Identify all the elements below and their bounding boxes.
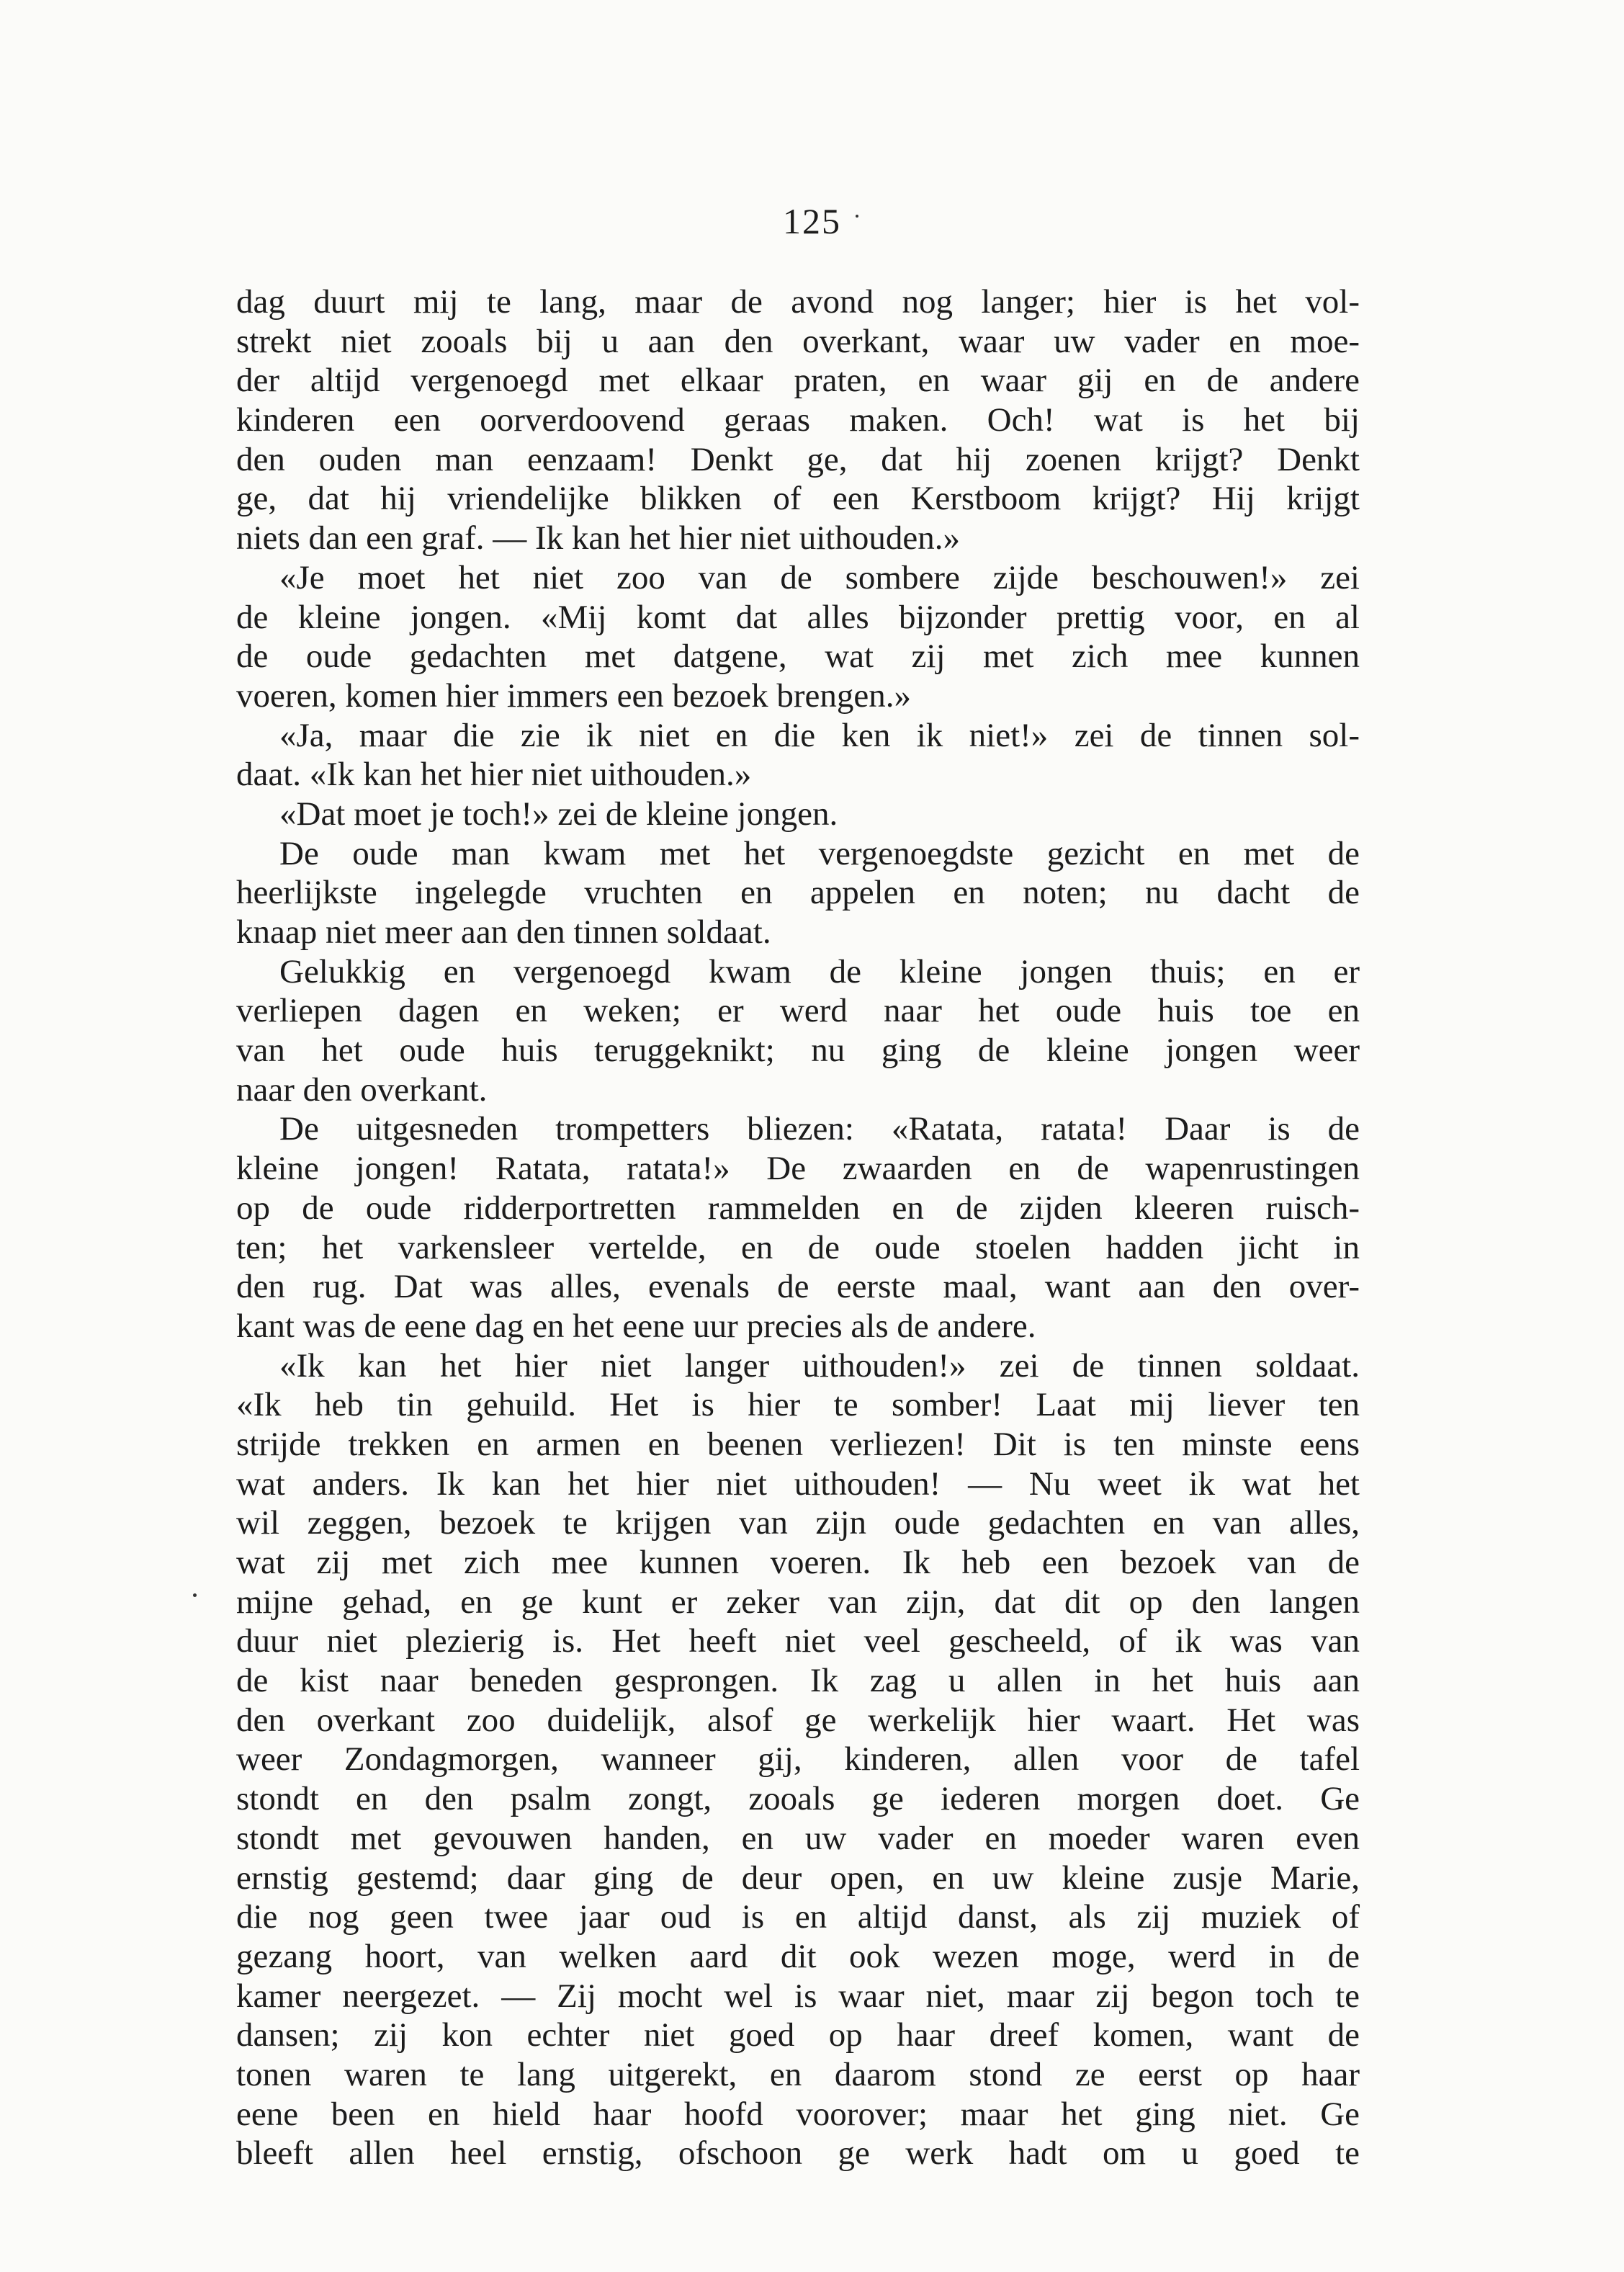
text-line: dansen; zij kon echter niet goed op haar dreef komen, want de [236, 2016, 1360, 2054]
text-line: «Dat moet je toch!» zei de kleine jongen. [279, 795, 838, 833]
text-line: die nog geen twee jaar oud is en altijd danst, als zij muziek of [236, 1898, 1360, 1936]
text-line: kleine jongen! Ratata, ratata!» De zwaarden en de wapenrustingen [236, 1150, 1360, 1188]
text-line: niets dan een graf. — Ik kan het hier niet uithouden.» [236, 519, 960, 558]
text-line: bleeft allen heel ernstig, ofschoon ge werk hadt om u goed te [236, 2134, 1360, 2173]
text-line: wat anders. Ik kan het hier niet uithouden! — Nu weet ik wat het [236, 1464, 1360, 1503]
text-line: verliepen dagen en weken; er werd naar het oude huis toe en [236, 992, 1360, 1030]
text-line: «Ik kan het hier niet langer uithouden!» zei de tinnen soldaat. [279, 1346, 1360, 1385]
text-line: naar den overkant. [236, 1070, 488, 1109]
print-speck [856, 215, 858, 218]
text-line: dag duurt mij te lang, maar de avond nog langer; hier is het vol- [236, 283, 1360, 321]
text-line: stondt en den psalm zongt, zooals ge iederen morgen doet. Ge [236, 1780, 1360, 1818]
text-line: wil zeggen, bezoek te krijgen van zijn oude gedachten en van alles, [236, 1504, 1360, 1542]
text-line: heerlijkste ingelegde vruchten en appelen en noten; nu dacht de [236, 874, 1360, 912]
text-line: knaap niet meer aan den tinnen soldaat. [236, 913, 771, 951]
text-line: «Ja, maar die zie ik niet en die ken ik niet!» zei de tinnen sol- [279, 716, 1360, 754]
text-line: de kist naar beneden gesprongen. Ik zag u allen in het huis aan [236, 1662, 1360, 1700]
text-line: «Ik heb tin gehuild. Het is hier te somber! Laat mij liever ten [236, 1386, 1360, 1424]
text-line: «Je moet het niet zoo van de sombere zijde beschouwen!» zei [279, 558, 1360, 596]
text-line: den ouden man eenzaam! Denkt ge, dat hij zoenen krijgt? Denkt [236, 440, 1360, 478]
text-line: De oude man kwam met het vergenoegdste gezicht en met de [279, 834, 1360, 872]
text-line: kamer neergezet. — Zij mocht wel is waar niet, maar zij begon toch te [236, 1977, 1360, 2015]
text-line: eene been en hield haar hoofd voorover; maar het ging niet. Ge [236, 2095, 1360, 2133]
text-line: tonen waren te lang uitgerekt, en daarom stond ze eerst op haar [236, 2055, 1360, 2093]
body-text [236, 282, 1360, 2173]
text-line: voeren, komen hier immers een bezoek brengen.» [236, 676, 912, 715]
text-line: duur niet plezierig is. Het heeft niet veel gescheeld, of ik was van [236, 1622, 1360, 1660]
text-line: ernstig gestemd; daar ging de deur open, en uw kleine zusje Marie, [236, 1859, 1360, 1897]
text-line: gezang hoort, van welken aard dit ook wezen moge, werd in de [236, 1937, 1360, 1975]
text-line: van het oude huis teruggeknikt; nu ging de kleine jongen weer [236, 1032, 1360, 1070]
text-line: ten; het varkensleer vertelde, en de oude stoelen hadden jicht in [236, 1228, 1360, 1266]
text-line: mijne gehad, en ge kunt er zeker van zijn, dat dit op den langen [236, 1583, 1360, 1621]
text-line: der altijd vergenoegd met elkaar praten, en waar gij en de andere [236, 362, 1360, 400]
text-line: stondt met gevouwen handen, en uw vader en moeder waren even [236, 1819, 1360, 1857]
text-line: wat zij met zich mee kunnen voeren. Ik heb een bezoek van de [236, 1544, 1360, 1581]
text-line: strekt niet zooals bij u aan den overkant, waar uw vader en moe- [236, 322, 1360, 360]
text-line: De uitgesneden trompetters bliezen: «Ratata, ratata! Daar is de [279, 1110, 1360, 1148]
text-line: daat. «Ik kan het hier niet uithouden.» [236, 756, 752, 794]
text-line: de oude gedachten met datgene, wat zij met zich mee kunnen [236, 638, 1360, 676]
print-speck [193, 1593, 197, 1597]
text-line: kinderen een oorverdoovend geraas maken. Och! wat is het bij [236, 401, 1360, 439]
text-line: den rug. Dat was alles, evenals de eerste maal, want aan den over- [236, 1268, 1360, 1306]
text-line: weer Zondagmorgen, wanneer gij, kinderen, allen voor de tafel [236, 1740, 1360, 1779]
text-line: de kleine jongen. «Mij komt dat alles bijzonder prettig voor, en al [236, 598, 1360, 636]
text-line: kant was de eene dag en het eene uur precies als de andere. [236, 1307, 1036, 1345]
text-line: ge, dat hij vriendelijke blikken of een Kerstboom krijgt? Hij krijgt [236, 480, 1360, 518]
text-line: strijde trekken en armen en beenen verliezen! Dit is ten minste eens [236, 1425, 1360, 1463]
text-line: den overkant zoo duidelijk, alsof ge werkelijk hier waart. Het was [236, 1701, 1360, 1739]
text-line: op de oude ridderportretten rammelden en de zijden kleeren ruisch- [236, 1189, 1360, 1227]
page-number: 125 [783, 201, 841, 241]
text-line: Gelukkig en vergenoegd kwam de kleine jongen thuis; en er [279, 952, 1360, 990]
